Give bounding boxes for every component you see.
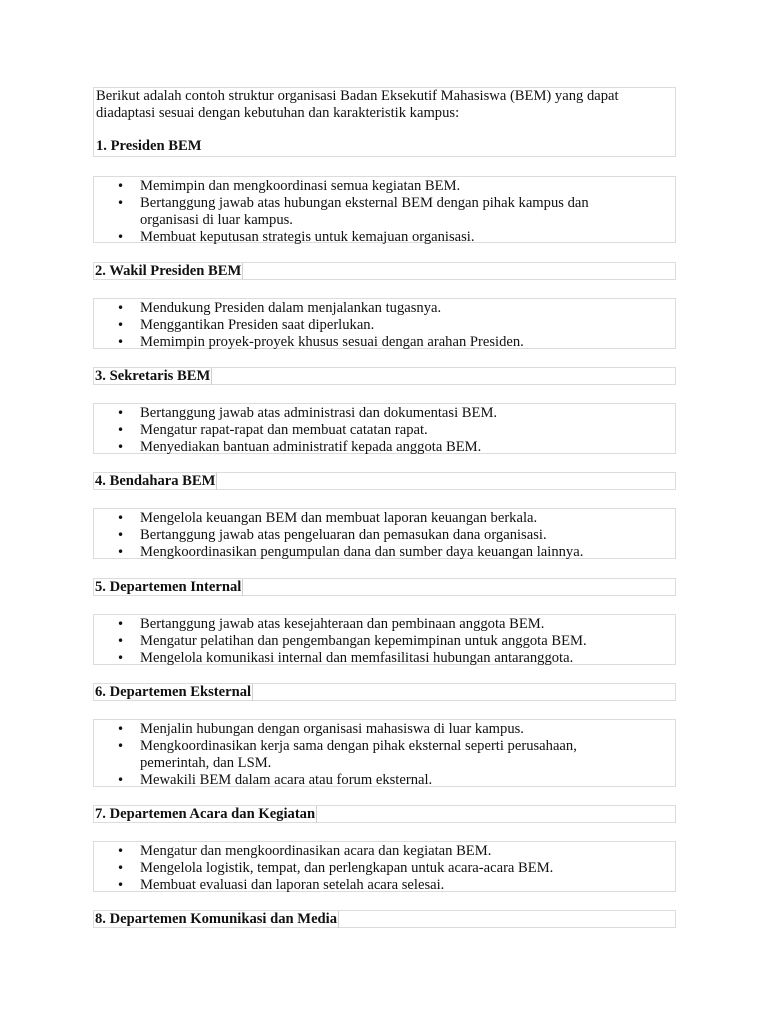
- section-list-4: [93, 508, 676, 559]
- list-item: • Menggantikan Presiden saat diperlukan.: [94, 317, 675, 334]
- list-item: • Menyediakan bantuan administratif kepada anggota BEM.: [94, 439, 675, 456]
- list-item: • Mengatur dan mengkoordinasikan acara dan kegiatan BEM.: [94, 843, 675, 860]
- list-item: • Mengkoordinasikan kerja sama dengan pihak eksternal seperti perusahaan, pemerintah, dan LSM.: [94, 738, 675, 772]
- list-item: • Bertanggung jawab atas administrasi dan dokumentasi BEM.: [94, 405, 675, 422]
- section-list-1: [93, 176, 676, 243]
- section-heading-5: 5. Departemen Internal: [95, 579, 242, 595]
- section-heading-6: 6. Departemen Eksternal: [95, 684, 252, 700]
- section-heading-box-6: [93, 683, 676, 701]
- section-heading-box-2: [93, 262, 676, 280]
- section-list-5: [93, 614, 676, 665]
- section-heading-7: 7. Departemen Acara dan Kegiatan: [95, 806, 316, 822]
- section-heading-box-3: [93, 367, 676, 385]
- list-item: • Mengelola komunikasi internal dan memfasilitasi hubungan antaranggota.: [94, 650, 675, 667]
- intro-paragraph: Berikut adalah contoh struktur organisasi Badan Eksekutif Mahasiswa (BEM) yang dapat diadaptasi sesuai dengan kebutuhan dan karakteristik kampus:: [96, 88, 619, 121]
- list-item: • Menjalin hubungan dengan organisasi mahasiswa di luar kampus.: [94, 721, 675, 738]
- list-item: • Bertanggung jawab atas hubungan eksternal BEM dengan pihak kampus dan organisasi di luar kampus.: [94, 195, 675, 229]
- section-list-6: [93, 719, 676, 787]
- list-item: • Membuat keputusan strategis untuk kemajuan organisasi.: [94, 229, 675, 246]
- section-heading-box-7: [93, 805, 676, 823]
- section-list-2: [93, 298, 676, 349]
- list-item: • Memimpin proyek-proyek khusus sesuai dengan arahan Presiden.: [94, 334, 675, 351]
- section-heading-2: 2. Wakil Presiden BEM: [95, 263, 242, 279]
- list-item: • Mengkoordinasikan pengumpulan dana dan sumber daya keuangan lainnya.: [94, 544, 675, 561]
- section-heading-8: 8. Departemen Komunikasi dan Media: [95, 911, 338, 927]
- section-heading-4: 4. Bendahara BEM: [95, 473, 216, 489]
- list-item: • Memimpin dan mengkoordinasi semua kegiatan BEM.: [94, 178, 675, 195]
- list-item: • Bertanggung jawab atas pengeluaran dan pemasukan dana organisasi.: [94, 527, 675, 544]
- list-item: • Mewakili BEM dalam acara atau forum eksternal.: [94, 772, 675, 789]
- section-heading-3: 3. Sekretaris BEM: [95, 368, 211, 384]
- section-heading-1: 1. Presiden BEM: [96, 138, 202, 154]
- section-heading-box-4: [93, 472, 676, 490]
- list-item: • Mendukung Presiden dalam menjalankan tugasnya.: [94, 300, 675, 317]
- intro-block: [93, 87, 676, 157]
- list-item: • Mengelola logistik, tempat, dan perlengkapan untuk acara-acara BEM.: [94, 860, 675, 877]
- section-heading-box-5: [93, 578, 676, 596]
- section-list-3: [93, 403, 676, 454]
- list-item: • Bertanggung jawab atas kesejahteraan dan pembinaan anggota BEM.: [94, 616, 675, 633]
- list-item: • Mengatur rapat-rapat dan membuat catatan rapat.: [94, 422, 675, 439]
- list-item: • Mengatur pelatihan dan pengembangan kepemimpinan untuk anggota BEM.: [94, 633, 675, 650]
- list-item: • Mengelola keuangan BEM dan membuat laporan keuangan berkala.: [94, 510, 675, 527]
- list-item: • Membuat evaluasi dan laporan setelah acara selesai.: [94, 877, 675, 894]
- section-heading-box-8: [93, 910, 676, 928]
- section-list-7: [93, 841, 676, 892]
